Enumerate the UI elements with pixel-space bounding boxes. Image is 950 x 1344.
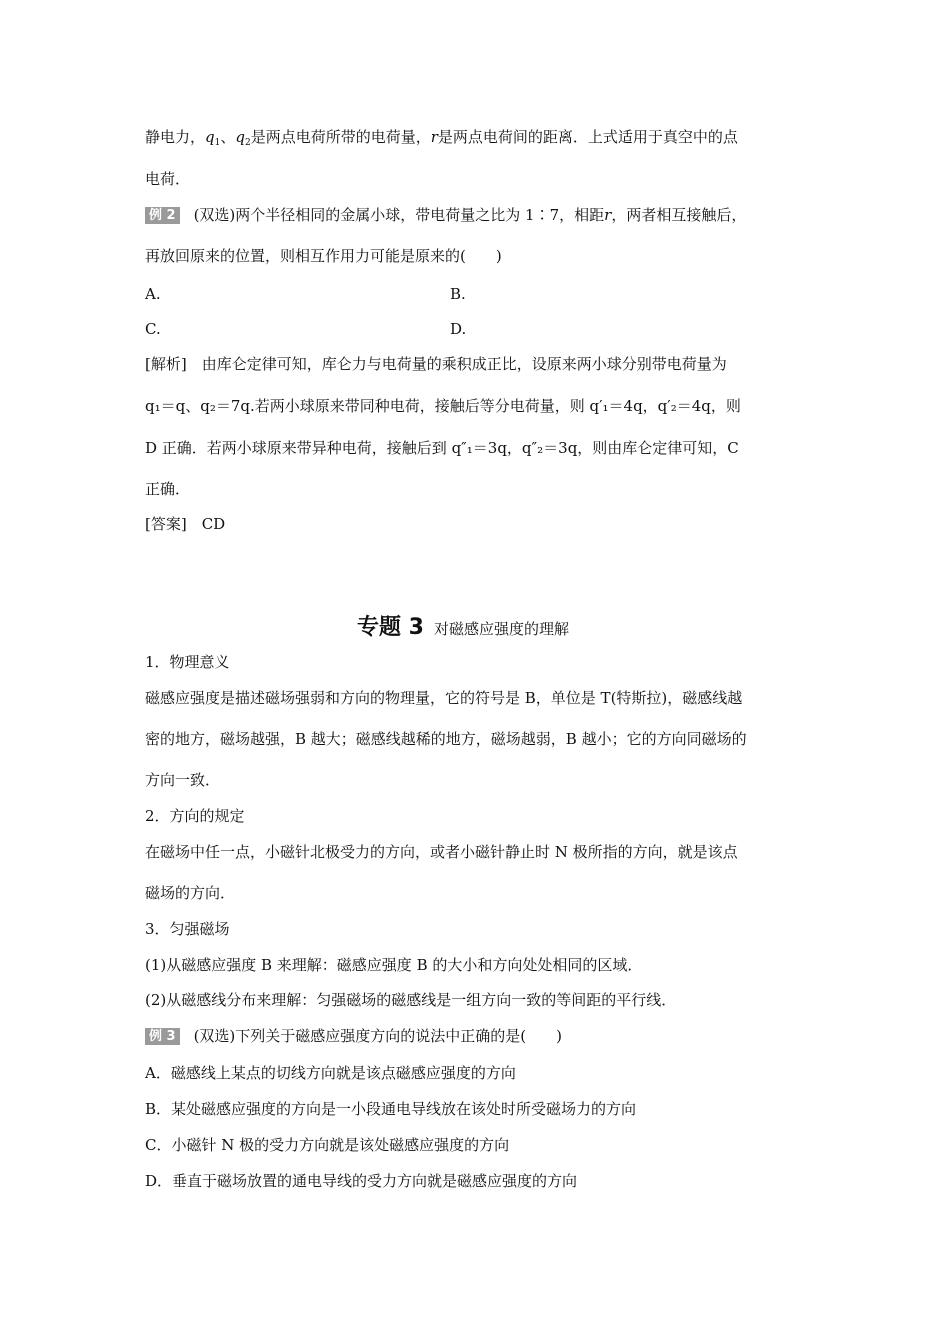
text: (双选)两个半径相同的金属小球，带电荷量之比为 1∶7，相距 — [193, 206, 605, 224]
paragraph-line: (2)从磁感线分布来理解：匀强磁场的磁感线是一组方向一致的等间距的平行线． — [145, 991, 677, 1009]
symbol-q2: q — [235, 128, 245, 146]
option-c: C．小磁针 N 极的受力方向就是该处磁感应强度的方向 — [145, 1136, 510, 1154]
example-badge: 例 2 — [145, 207, 180, 224]
analysis-line: 正确． — [145, 480, 191, 498]
symbol-q1: q — [205, 128, 215, 146]
subscript: 2 — [244, 138, 251, 148]
section-heading — [357, 610, 569, 641]
text: 、 — [220, 128, 236, 146]
heading-subtitle: 对磁感应强度的理解 — [433, 620, 569, 638]
example-3-question — [145, 1026, 562, 1046]
option-b: B．某处磁感应强度的方向是一小段通电导线放在该处时所受磁场力的方向 — [145, 1100, 637, 1118]
paragraph-line: 电荷． — [145, 170, 191, 188]
option-row — [145, 319, 161, 339]
subscript: 1 — [214, 138, 221, 148]
subsection-title: 1．物理意义 — [145, 653, 230, 671]
symbol-r: r — [604, 206, 612, 224]
option-d: D. — [450, 320, 467, 338]
option-d: D．垂直于磁场放置的通电导线的受力方向就是磁感应强度的方向 — [145, 1172, 578, 1190]
text: ，两者相互接触后， — [611, 206, 747, 224]
answer-line: [答案] CD — [145, 515, 226, 533]
analysis-line: [解析] 由库仑定律可知，库仑力与电荷量的乘积成正比，设原来两小球分别带电荷量为 — [145, 355, 727, 373]
heading-title: 专题 3 — [357, 615, 424, 640]
example-2-question — [145, 205, 746, 225]
paragraph-line: 再放回原来的位置，则相互作用力可能是原来的( ) — [145, 247, 502, 265]
text: (双选)下列关于磁感应强度方向的说法中正确的是( ) — [193, 1027, 562, 1045]
paragraph-line: 方向一致． — [145, 771, 221, 789]
example-badge: 例 3 — [145, 1028, 180, 1045]
paragraph-line: 磁感应强度是描述磁场强弱和方向的物理量，它的符号是 B，单位是 T(特斯拉)，磁感线越 — [145, 689, 743, 707]
subsection-title: 3．匀强磁场 — [145, 920, 230, 938]
option-a: A. — [145, 285, 161, 303]
option-row — [450, 319, 466, 339]
option-row — [145, 284, 161, 304]
analysis-line: q₁＝q、q₂＝7q.若两小球原来带同种电荷，接触后等分电荷量，则 q′₁＝4q，q′₂＝4q，则 — [145, 397, 741, 415]
option-c: C. — [145, 320, 161, 338]
subsection-title: 2．方向的规定 — [145, 807, 245, 825]
analysis-line: D 正确．若两小球原来带异种电荷，接触后到 q″₁＝3q，q″₂＝3q，则由库仑定律可知，C — [145, 439, 739, 457]
text: 是两点电荷间的距离．上式适用于真空中的点 — [437, 128, 738, 146]
paragraph-line: 磁场的方向． — [145, 884, 236, 902]
symbol-r: r — [430, 128, 438, 146]
paragraph-line — [145, 127, 738, 153]
paragraph-line: 在磁场中任一点，小磁针北极受力的方向，或者小磁针静止时 N 极所指的方向，就是该点 — [145, 843, 738, 861]
option-b: B. — [450, 285, 466, 303]
text: 静电力， — [145, 128, 206, 146]
option-a: A．磁感线上某点的切线方向就是该点磁感应强度的方向 — [145, 1064, 516, 1082]
paragraph-line: (1)从磁感应强度 B 来理解：磁感应强度 B 的大小和方向处处相同的区域． — [145, 956, 643, 974]
option-row — [450, 284, 466, 304]
text: 是两点电荷所带的电荷量， — [250, 128, 431, 146]
paragraph-line: 密的地方，磁场越强，B 越大；磁感线越稀的地方，磁场越弱，B 越小；它的方向同磁场的 — [145, 730, 747, 748]
